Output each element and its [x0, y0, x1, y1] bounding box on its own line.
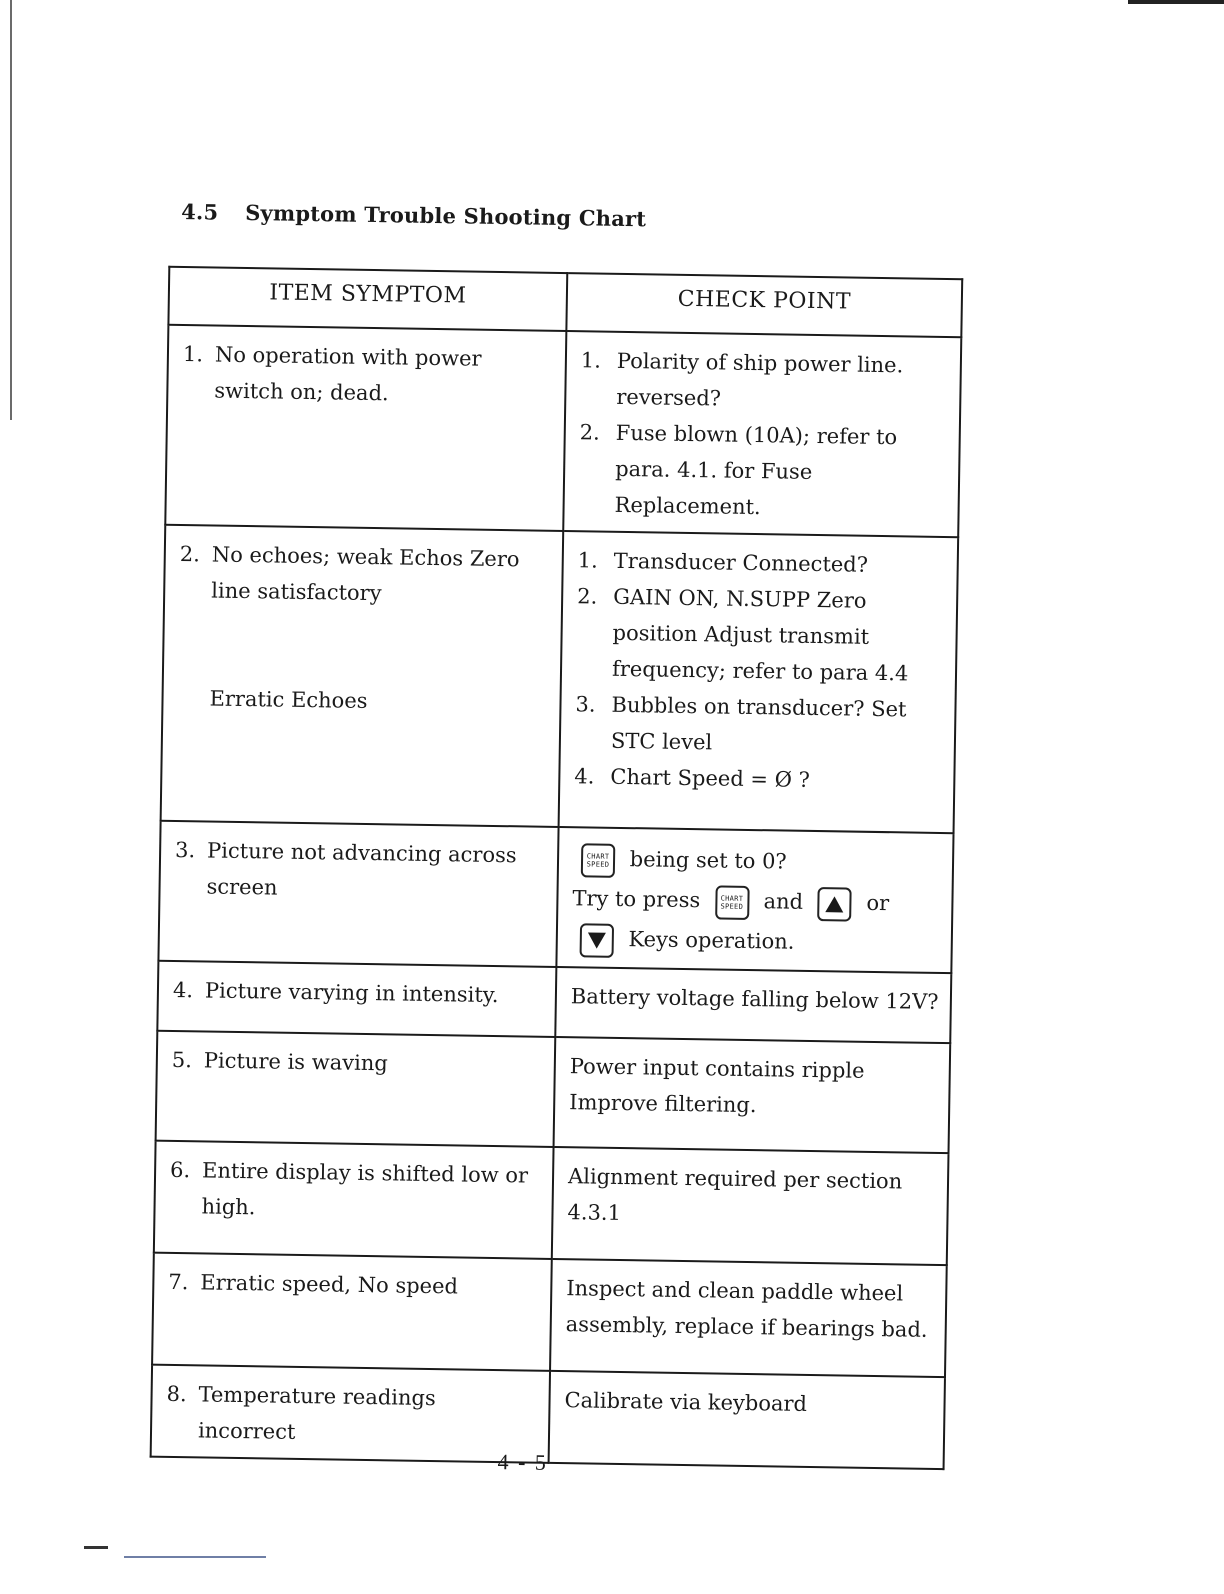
symptom-text: Picture varying in intensity.: [204, 978, 499, 1008]
page-number: 4 - 5: [497, 1449, 549, 1475]
item-number: 7.: [168, 1269, 189, 1295]
table-row: [161, 525, 959, 833]
check-item: 4. Chart Speed = Ø ?: [574, 764, 811, 792]
item-number: 1.: [182, 342, 204, 367]
symptom-cell: [154, 1141, 554, 1259]
check-item: 1. Polarity of ship power line. reversed?: [580, 348, 904, 411]
check-cell: Inspect and clean paddle wheel assembly, replace if bearings bad.: [550, 1259, 947, 1377]
header-item-symptom: ITEM SYMPTOM: [168, 267, 567, 331]
symptom-note: Erratic Echoes: [209, 686, 368, 713]
check-item: 2. GAIN ON, N.SUPP Zero position Adjust transmit frequency; refer to para 4.4: [577, 584, 909, 686]
check-cell: [563, 331, 961, 537]
header-check-point: CHECK POINT: [566, 273, 962, 337]
check-cell: [559, 531, 959, 833]
symptom-cell: [152, 1253, 552, 1371]
table-row: [165, 325, 961, 537]
section-title: Symptom Trouble Shooting Chart: [244, 199, 647, 232]
symptom-cell: [158, 821, 558, 967]
symptom-text: No operation with power switch on; dead.: [214, 342, 482, 406]
symptom-text: Erratic speed, No speed: [200, 1270, 459, 1299]
symptom-cell: [157, 961, 556, 1037]
item-number: 3.: [174, 837, 196, 863]
table-row: [154, 1141, 949, 1265]
table-row: [156, 1031, 951, 1153]
check-cell: Power input contains ripple Improve filtering.: [554, 1037, 951, 1153]
symptom-cell: [151, 1365, 550, 1463]
check-cell: Battery voltage falling below 12V?: [555, 967, 951, 1043]
item-number: 6.: [169, 1157, 191, 1183]
symptom-cell: [156, 1031, 556, 1147]
symptom-text: Picture is waving: [203, 1048, 388, 1076]
symptom-text: Entire display is shifted low or high.: [201, 1158, 529, 1220]
item-number: 2.: [179, 541, 201, 567]
symptom-text: Temperature readings incorrect: [197, 1382, 436, 1444]
table-row: [157, 961, 951, 1043]
symptom-text: Picture not advancing across screen: [206, 838, 517, 900]
section-number: 4.5: [181, 198, 219, 225]
section-heading: [181, 199, 646, 231]
symptom-text: No echoes; weak Echos Zero line satisfactory: [211, 542, 520, 606]
check-item: 1. Transducer Connected?: [577, 548, 869, 577]
down-arrow-key-icon: [580, 923, 615, 958]
symptom-cell: [161, 525, 564, 827]
up-arrow-key-icon: [818, 887, 853, 922]
check-cell: CHART SPEED being set to 0? Try to press CHART SPEED and or Keys operation.: [556, 827, 953, 973]
chart-speed-key-icon: CHART SPEED: [581, 843, 616, 878]
item-number: 8.: [166, 1381, 187, 1407]
check-item: 3. Bubbles on transducer? Set STC level: [575, 692, 907, 755]
check-item: 2. Fuse blown (10A); refer to para. 4.1. for Fuse Replacement.: [579, 420, 898, 520]
scan-top-rule: [1128, 0, 1224, 4]
check-cell: Calibrate via keyboard: [549, 1371, 945, 1469]
table-row: [158, 821, 953, 973]
symptom-cell: [165, 325, 566, 531]
item-number: 5.: [171, 1047, 193, 1073]
troubleshooting-table: [150, 266, 964, 1470]
item-number: 4.: [172, 977, 194, 1003]
check-cell: Alignment required per section 4.3.1: [552, 1147, 949, 1265]
chart-speed-key-icon: CHART SPEED: [715, 885, 750, 920]
table-row: [152, 1253, 947, 1377]
